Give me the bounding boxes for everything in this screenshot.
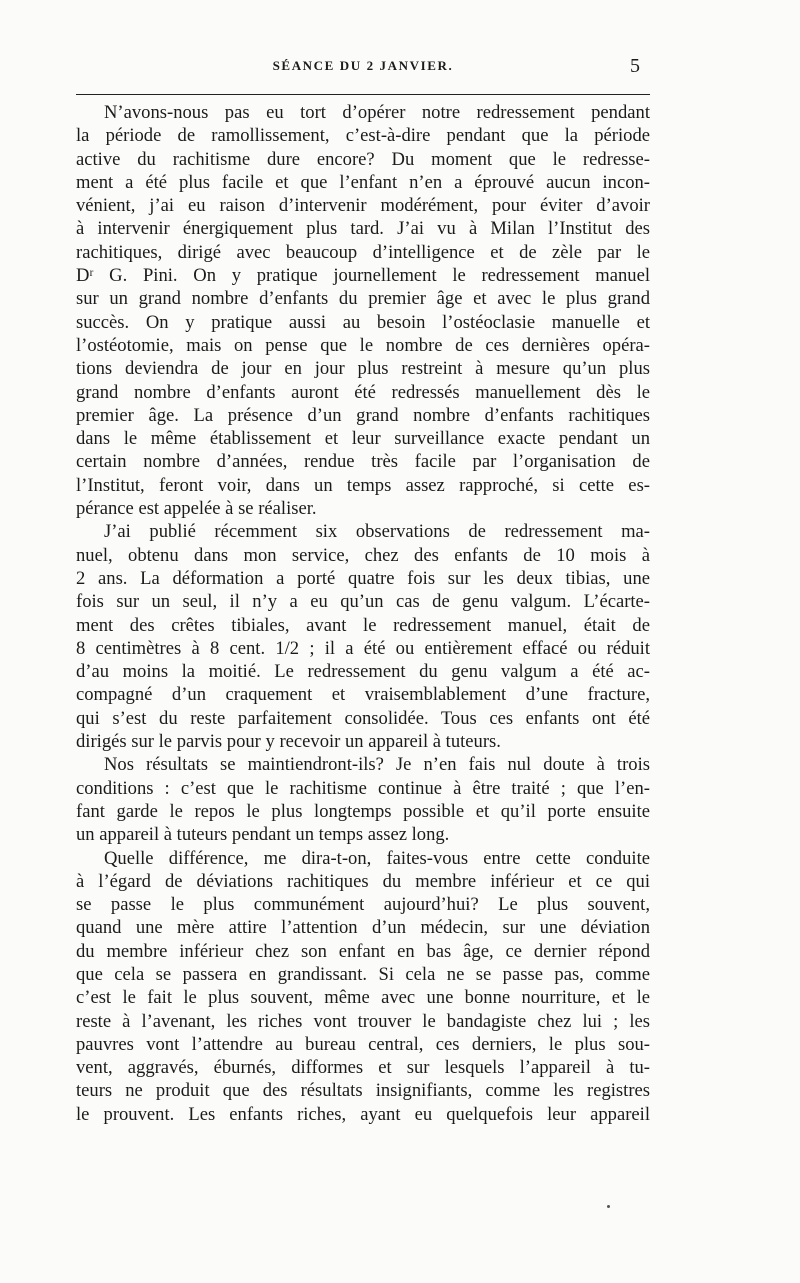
text-line: tions deviendra de jour en jour plus restreint à mesure qu’un plus: [76, 358, 650, 380]
text-line: Dʳ G. Pini. On y pratique journellement le redressement manuel: [76, 265, 650, 287]
text-line: fois sur un seul, il n’y a eu qu’un cas de genu valgum. L’écarte-: [76, 591, 650, 613]
text-line: à intervenir énergiquement plus tard. J’ai vu à Milan l’Institut des: [76, 218, 650, 240]
text-line: certain nombre d’années, rendue très facile par l’organisation de: [76, 451, 650, 473]
text-line: l’Institut, feront voir, dans un temps assez rapproché, si cette es-: [76, 474, 650, 496]
text-line: un appareil à tuteurs pendant un temps assez long.: [76, 824, 450, 846]
text-line: 2 ans. La déformation a porté quatre fois sur les deux tibias, une: [76, 567, 650, 589]
text-line: du membre inférieur chez son enfant en bas âge, ce dernier répond: [76, 940, 650, 962]
text-line: le prouvent. Les enfants riches, ayant eu quelquefois leur appareil: [76, 1103, 650, 1125]
text-line: rachitiques, dirigé avec beaucoup d’intelligence et de zèle par le: [76, 241, 650, 263]
ink-speck: [607, 1205, 610, 1208]
text-line: 8 centimètres à 8 cent. 1/2 ; il a été ou entièrement effacé ou réduit: [76, 637, 650, 659]
text-line: la période de ramollissement, c’est-à-dire pendant que la période: [76, 125, 650, 147]
text-line: quand une mère attire l’attention d’un médecin, sur une déviation: [76, 917, 650, 939]
text-line: que cela se passera en grandissant. Si cela ne se passe pas, comme: [76, 963, 650, 985]
text-line: pérance est appelée à se réaliser.: [76, 498, 317, 520]
text-line: ment des crêtes tibiales, avant le redressement manuel, était de: [76, 614, 650, 636]
text-line: l’ostéotomie, mais on pense que le nombre de ces dernières opéra-: [76, 334, 650, 356]
body-text: [76, 101, 650, 1126]
text-line: Nos résultats se maintiendront-ils? Je n’en fais nul doute à trois: [104, 754, 650, 776]
text-line: sur un grand nombre d’enfants du premier âge et avec le plus grand: [76, 288, 650, 310]
text-line: fant garde le repos le plus longtemps possible et qu’il porte ensuite: [76, 800, 650, 822]
text-line: grand nombre d’enfants auront été redressés manuellement dès le: [76, 381, 650, 403]
text-line: pauvres vont l’attendre au bureau central, ces derniers, le plus sou-: [76, 1033, 650, 1055]
text-line: Quelle différence, me dira-t-on, faites-vous entre cette conduite: [104, 847, 650, 869]
running-title: SÉANCE DU 2 JANVIER.: [272, 58, 454, 73]
text-line: qui s’est du reste parfaitement consolidée. Tous ces enfants ont été: [76, 707, 650, 729]
text-line: active du rachitisme dure encore? Du moment que le redresse-: [76, 148, 650, 170]
text-line: reste à l’avenant, les riches vont trouver le bandagiste chez lui ; les: [76, 1010, 650, 1032]
text-line: c’est le fait le plus souvent, même avec une bonne nourriture, et le: [76, 987, 650, 1009]
text-line: d’au moins la moitié. Le redressement du genu valgum a été ac-: [76, 661, 650, 683]
text-line: nuel, obtenu dans mon service, chez des enfants de 10 mois à: [76, 544, 650, 566]
text-line: J’ai publié récemment six observations de redressement ma-: [104, 521, 650, 543]
text-line: ment a été plus facile et que l’enfant n’en a éprouvé aucun incon-: [76, 171, 650, 193]
text-line: vent, aggravés, éburnés, difformes et sur lesquels l’appareil à tu-: [76, 1057, 650, 1079]
text-line: premier âge. La présence d’un grand nombre d’enfants rachitiques: [76, 404, 650, 426]
text-line: compagné d’un craquement et vraisemblablement d’une fracture,: [76, 684, 650, 706]
running-head: [76, 55, 650, 88]
text-line: dans le même établissement et leur surveillance exacte pendant un: [76, 428, 650, 450]
text-line: dirigés sur le parvis pour y recevoir un appareil à tuteurs.: [76, 731, 501, 753]
text-line: conditions : c’est que le rachitisme continue à être traité ; que l’en-: [76, 777, 650, 799]
text-line: à l’égard de déviations rachitiques du membre inférieur et ce qui: [76, 870, 650, 892]
text-line: vénient, j’ai eu raison d’intervenir modérément, pour éviter d’avoir: [76, 195, 650, 217]
page-number: 5: [630, 55, 640, 77]
text-line: N’avons-nous pas eu tort d’opérer notre redressement pendant: [104, 102, 650, 123]
text-line: succès. On y pratique aussi au besoin l’ostéoclasie manuelle et: [76, 311, 650, 333]
text-line: teurs ne produit que des résultats insignifiants, comme les registres: [76, 1080, 650, 1102]
header-rule: [76, 94, 650, 95]
text-line: se passe le plus communément aujourd’hui? Le plus souvent,: [76, 894, 650, 916]
